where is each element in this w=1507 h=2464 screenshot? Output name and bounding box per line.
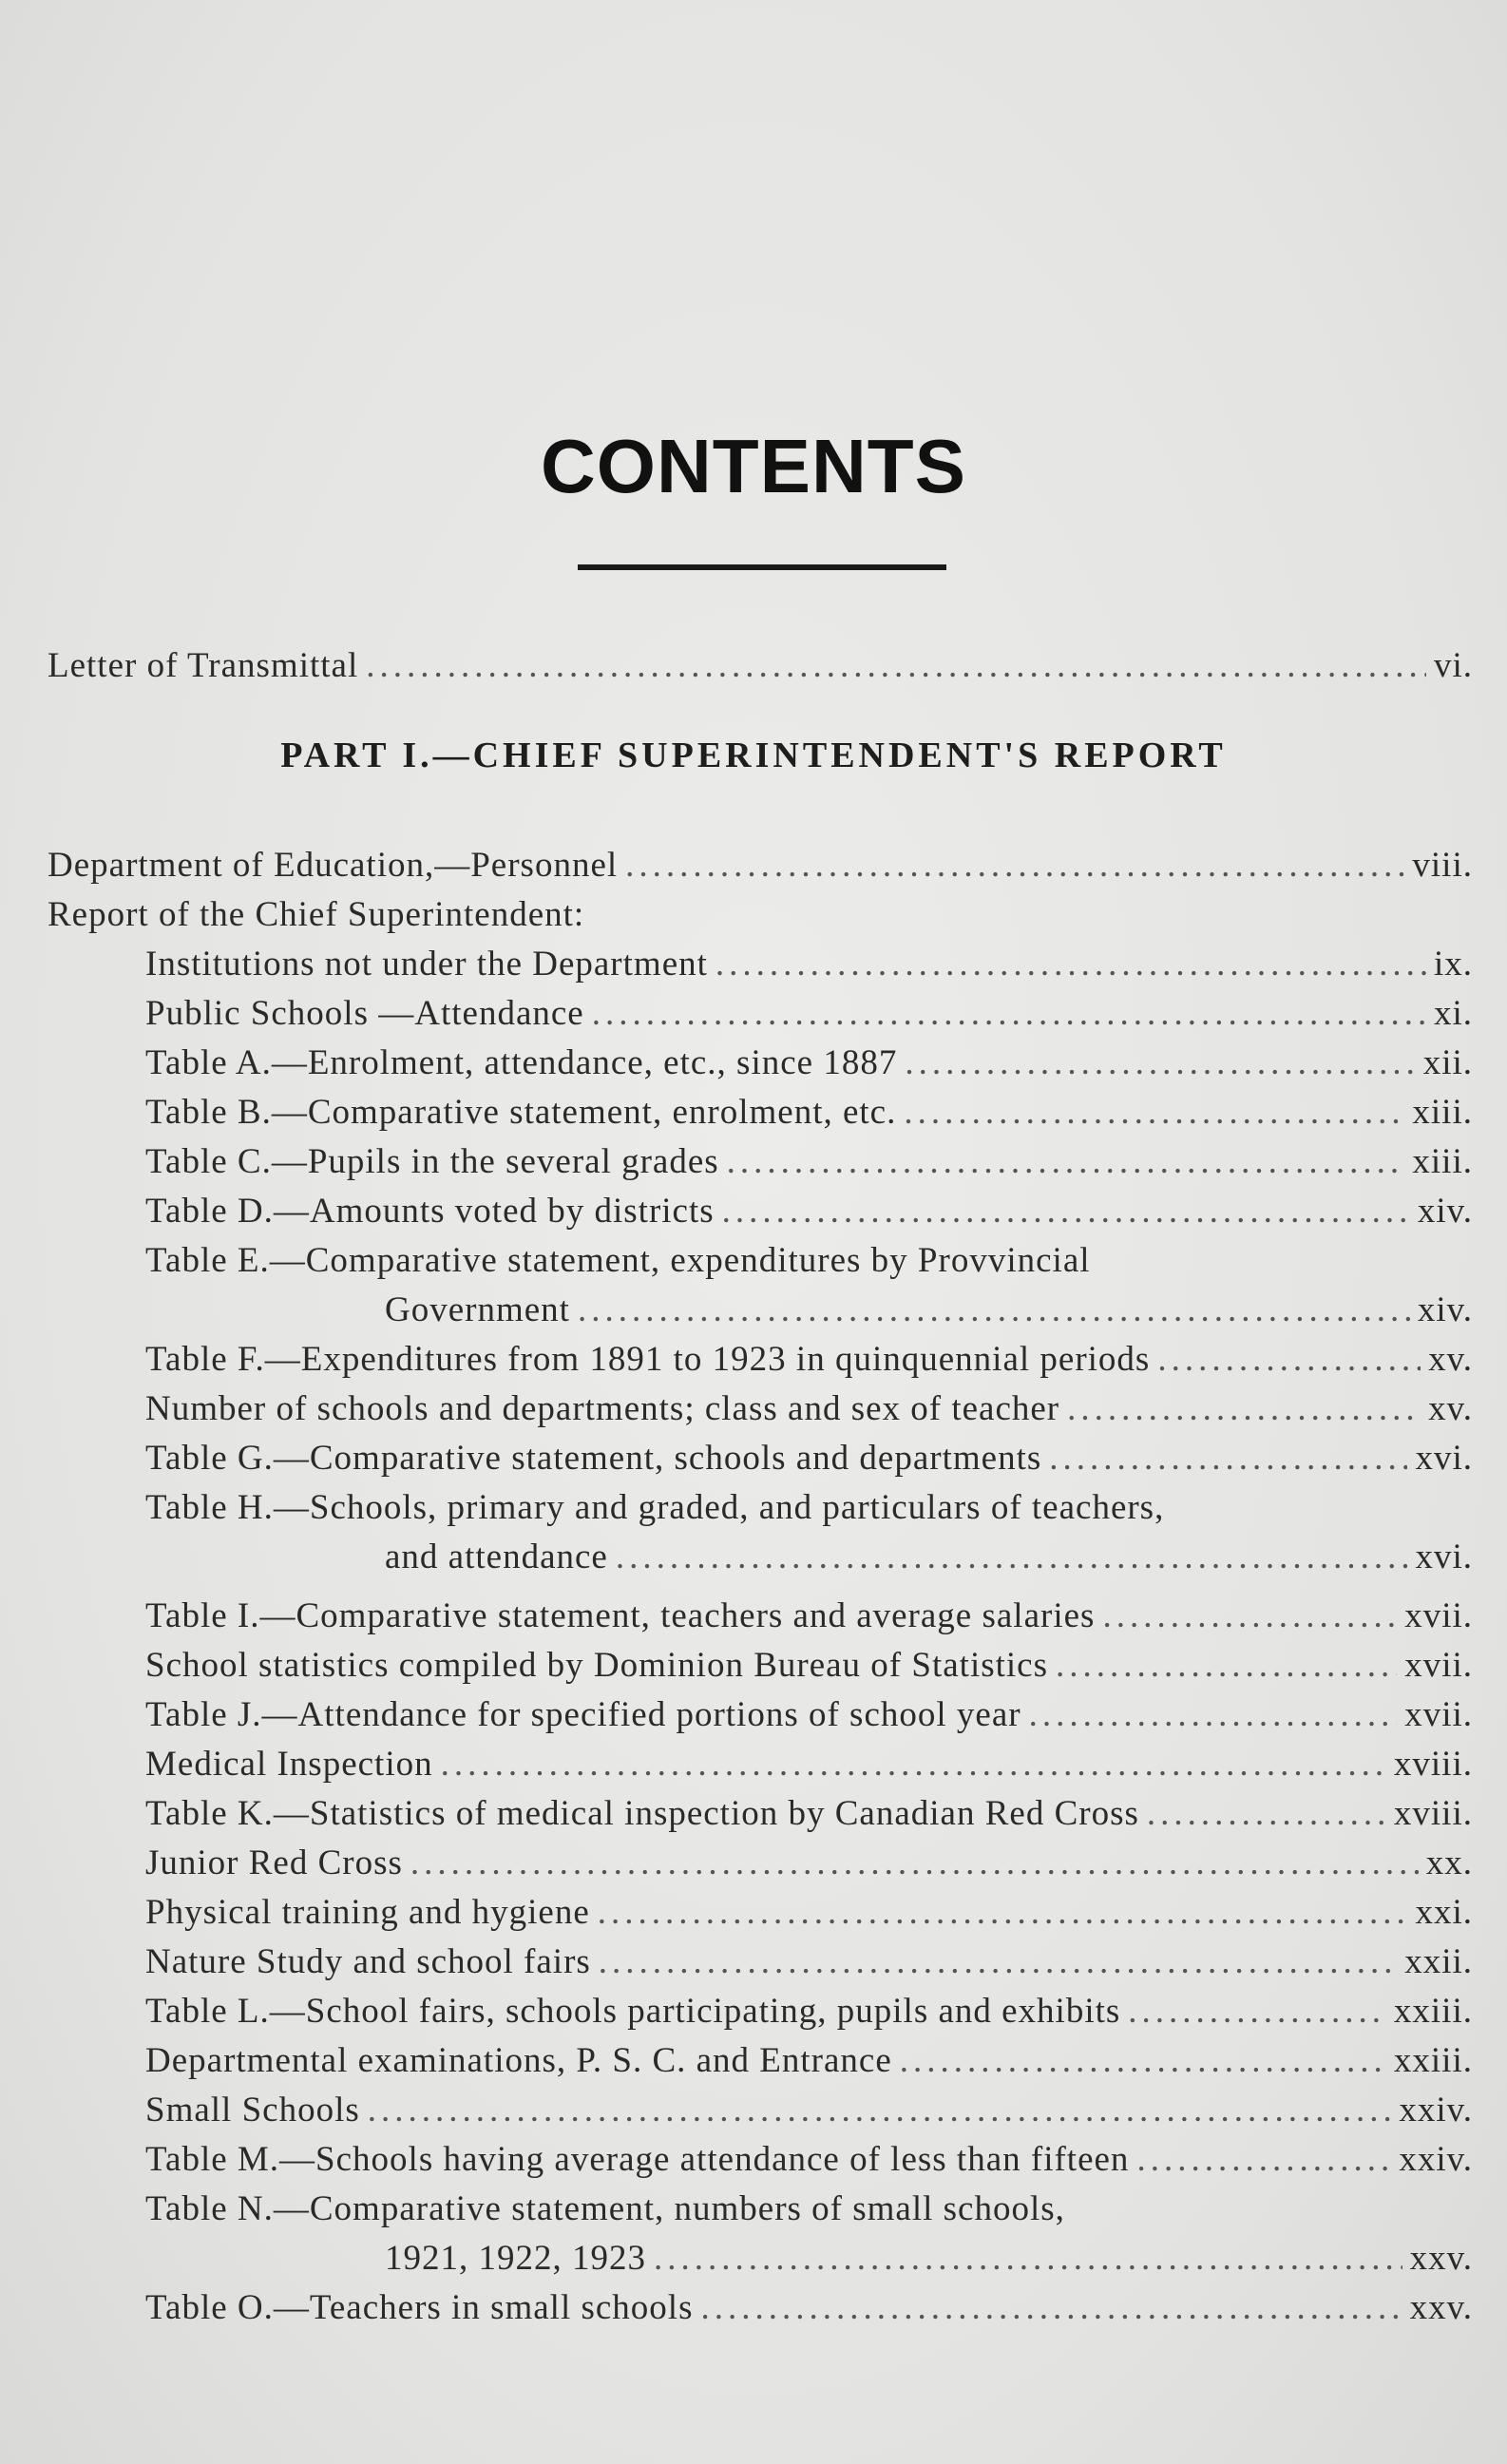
toc-entry[interactable]	[145, 1840, 1473, 1887]
toc-page-number: xviii.	[1393, 1794, 1473, 1833]
toc-label: Junior Red Cross	[145, 1843, 403, 1882]
toc-entry[interactable]	[145, 1691, 1473, 1739]
toc-entry[interactable]	[145, 1435, 1473, 1482]
toc-entry[interactable]	[145, 1741, 1473, 1788]
leader-dots	[727, 1138, 1405, 1186]
toc-entry[interactable]	[145, 1336, 1473, 1384]
leader-dots	[1128, 1988, 1386, 2035]
toc-label: Small Schools	[145, 2091, 360, 2130]
toc-label: Table D.—Amounts voted by districts	[145, 1192, 715, 1231]
toc-page-number: xvi.	[1415, 1439, 1473, 1478]
toc-label: Departmental examinations, P. S. C. and Entrance	[145, 2041, 892, 2080]
toc-label: School statistics compiled by Dominion Bureau of Statistics	[145, 1646, 1048, 1685]
toc-page-number: xvii.	[1404, 1695, 1473, 1734]
leader-dots	[905, 1040, 1415, 1087]
toc-page-number: xiii.	[1412, 1142, 1473, 1181]
toc-label: Medical Inspection	[145, 1745, 433, 1784]
toc-label: Table B.—Comparative statement, enrolment, etc.	[145, 1093, 897, 1132]
leader-dots	[592, 990, 1426, 1038]
toc-entry[interactable]	[145, 941, 1473, 988]
leader-dots	[599, 1939, 1397, 1986]
leader-dots	[700, 2284, 1402, 2332]
toc-label: Letter of Transmittal	[48, 646, 359, 685]
leader-dots	[1049, 1435, 1407, 1482]
leader-dots	[1157, 1336, 1421, 1384]
toc-entry[interactable]	[145, 2284, 1473, 2332]
toc-entry[interactable]	[145, 1385, 1473, 1433]
toc-entry-continuation[interactable]	[385, 1287, 1473, 1334]
toc-entry[interactable]	[145, 1237, 1473, 1285]
leader-dots	[1029, 1691, 1398, 1739]
toc-label: Number of schools and departments; class and sex of teacher	[145, 1389, 1060, 1428]
toc-entry[interactable]	[145, 1188, 1473, 1235]
toc-page-number: xxi.	[1415, 1893, 1473, 1932]
toc-page-number: xxii.	[1404, 1942, 1473, 1981]
toc-page-number: xviii.	[1393, 1745, 1473, 1784]
toc-entry[interactable]	[145, 2087, 1473, 2134]
toc-label: Government	[385, 1290, 570, 1329]
title-rule	[578, 564, 946, 570]
toc-page-number: xv.	[1428, 1389, 1473, 1428]
toc-label: Table H.—Schools, primary and graded, and particulars of teachers,	[145, 1488, 1165, 1527]
toc-label: Physical training and hygiene	[145, 1893, 590, 1932]
toc-label: Table G.—Comparative statement, schools and departments	[145, 1439, 1042, 1478]
leader-dots	[410, 1840, 1419, 1887]
report-heading: Report of the Chief Superintendent:	[48, 895, 585, 934]
toc-entry[interactable]	[145, 1484, 1473, 1532]
toc-page-number: xi.	[1433, 994, 1473, 1033]
leader-dots	[1136, 2136, 1391, 2184]
toc-entry-continuation[interactable]	[385, 1534, 1473, 1581]
leader-dots	[1056, 1642, 1397, 1690]
toc-entry[interactable]	[145, 1790, 1473, 1838]
toc-label: Table E.—Comparative statement, expenditures by Provvincial	[145, 1241, 1091, 1280]
leader-dots	[441, 1741, 1386, 1788]
toc-page-number: xx.	[1425, 1843, 1473, 1882]
toc-entry[interactable]	[145, 1642, 1473, 1690]
leader-dots	[1147, 1790, 1386, 1838]
page-title: CONTENTS	[541, 424, 966, 508]
toc-label: Table K.—Statistics of medical inspection by Canadian Red Cross	[145, 1794, 1139, 1833]
leader-dots	[654, 2235, 1402, 2283]
toc-label: Table I.—Comparative statement, teachers and average salaries	[145, 1596, 1096, 1635]
toc-page-number: xii.	[1422, 1043, 1473, 1082]
toc-page-number: xxv.	[1409, 2288, 1473, 2327]
toc-label: Public Schools —Attendance	[145, 994, 584, 1033]
toc-entry[interactable]	[145, 1939, 1473, 1986]
toc-label: Table J.—Attendance for specified portions of school year	[145, 1695, 1021, 1734]
leader-dots	[368, 2087, 1392, 2134]
leader-dots	[1067, 1385, 1421, 1433]
leader-dots	[722, 1188, 1410, 1235]
leader-dots	[616, 1534, 1408, 1581]
toc-entry[interactable]	[145, 2186, 1473, 2233]
toc-page-number: vi.	[1433, 646, 1473, 685]
leader-dots	[904, 1089, 1404, 1136]
toc-entry-department[interactable]	[48, 842, 1473, 889]
toc-label: Table A.—Enrolment, attendance, etc., since 1887	[145, 1043, 898, 1082]
leader-dots	[578, 1287, 1410, 1334]
toc-label: Table O.—Teachers in small schools	[145, 2288, 694, 2327]
toc-entry[interactable]	[145, 1889, 1473, 1937]
toc-entry-continuation[interactable]	[385, 2235, 1473, 2283]
toc-label: Institutions not under the Department	[145, 945, 708, 984]
toc-page-number: xxiii.	[1393, 1992, 1473, 2031]
toc-label: and attendance	[385, 1538, 608, 1576]
toc-page-number: xxiv.	[1399, 2091, 1473, 2130]
toc-label: 1921, 1922, 1923	[385, 2239, 646, 2278]
toc-label: Nature Study and school fairs	[145, 1942, 591, 1981]
toc-page-number: xxiv.	[1399, 2140, 1473, 2179]
toc-entry[interactable]	[145, 1988, 1473, 2035]
toc-page-number: xxiii.	[1393, 2041, 1473, 2080]
toc-page-number: xvii.	[1404, 1596, 1473, 1635]
leader-dots	[900, 2037, 1386, 2085]
toc-page-number: xiv.	[1417, 1290, 1473, 1329]
toc-label: Department of Education,—Personnel	[48, 846, 619, 885]
leader-dots	[366, 642, 1426, 690]
toc-label: Table C.—Pupils in the several grades	[145, 1142, 719, 1181]
toc-page-number: xiv.	[1417, 1192, 1473, 1231]
toc-entry[interactable]	[145, 1593, 1473, 1640]
toc-page-number: xvii.	[1404, 1646, 1473, 1685]
part-heading: PART I.—CHIEF SUPERINTENDENT'S REPORT	[280, 735, 1227, 775]
toc-entry[interactable]	[145, 2136, 1473, 2184]
toc-page-number: xvi.	[1415, 1538, 1473, 1576]
toc-entry-transmittal[interactable]	[48, 642, 1473, 690]
toc-page-number: ix.	[1433, 945, 1473, 984]
leader-dots	[598, 1889, 1408, 1937]
leader-dots	[625, 842, 1404, 889]
toc-entry[interactable]	[145, 990, 1473, 1038]
toc-label: Table M.—Schools having average attendance of less than fifteen	[145, 2140, 1130, 2179]
toc-entry[interactable]	[145, 1040, 1473, 1087]
toc-page-number: xxv.	[1409, 2239, 1473, 2278]
toc-label: Table L.—School fairs, schools participating, pupils and exhibits	[145, 1992, 1121, 2031]
toc-page-number: viii.	[1412, 846, 1473, 885]
toc-label: Table N.—Comparative statement, numbers of small schools,	[145, 2189, 1065, 2228]
toc-page-number: xiii.	[1412, 1093, 1473, 1132]
toc-page-number: xv.	[1428, 1340, 1473, 1379]
toc-entry[interactable]	[145, 1089, 1473, 1136]
toc-entry[interactable]	[145, 1138, 1473, 1186]
toc-entry[interactable]	[145, 2037, 1473, 2085]
leader-dots	[715, 941, 1426, 988]
toc-label: Table F.—Expenditures from 1891 to 1923 in quinquennial periods	[145, 1340, 1151, 1379]
leader-dots	[1102, 1593, 1397, 1640]
